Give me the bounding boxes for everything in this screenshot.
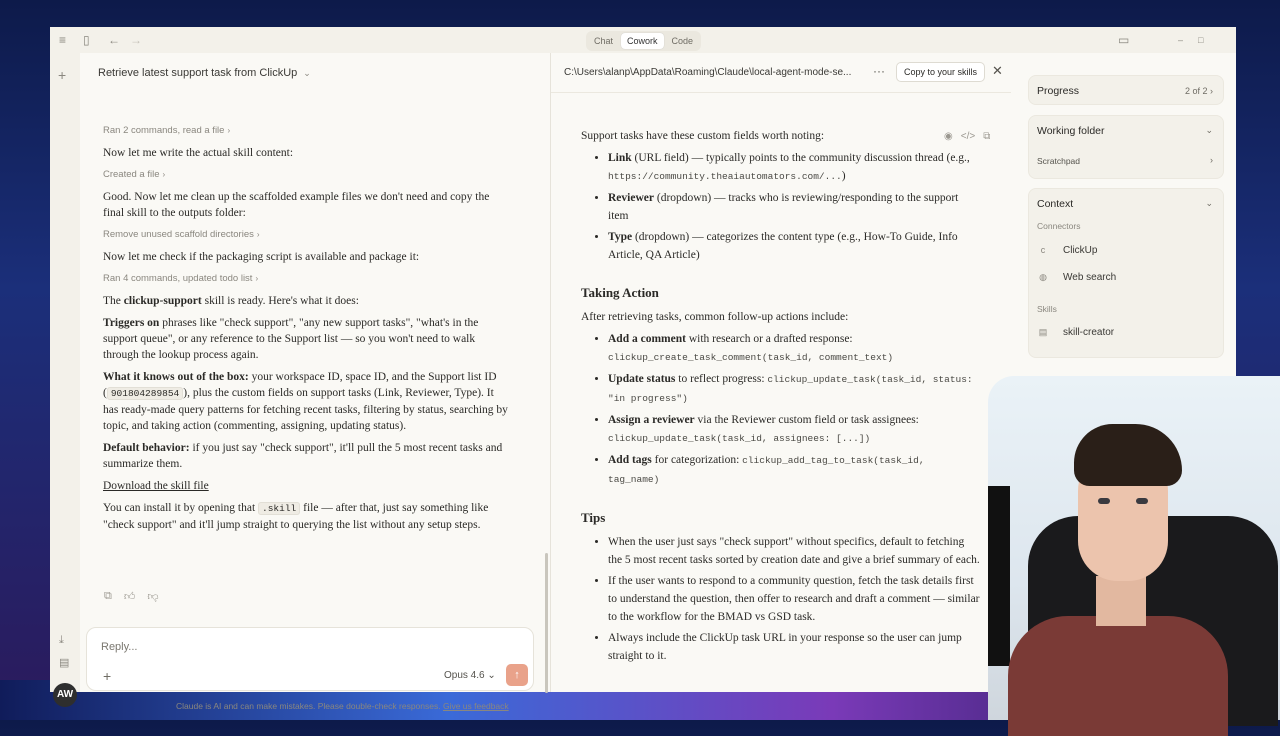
download-skill-link[interactable]: Download the skill file — [103, 480, 209, 492]
chevron-right-icon: › — [162, 170, 166, 179]
assistant-text: Now let me check if the packaging script is available and package it: — [103, 251, 420, 263]
section-heading: Tips — [581, 510, 606, 525]
list-item: • Update status to reflect progress: clickup_update_task(task_id, status: "in progress") — [608, 370, 981, 408]
minimize-icon[interactable]: – — [1178, 35, 1184, 45]
conversation-title: Retrieve latest support task from ClickUp — [98, 67, 298, 79]
section-label: Connectors — [1037, 221, 1081, 231]
file-path: C:\Users\alanp\AppData\Roaming\Claude\local-agent-mode-se... — [564, 67, 852, 78]
forward-arrow-icon[interactable]: → — [130, 33, 142, 47]
scrollbar[interactable] — [545, 553, 548, 693]
assistant-text: Good. Now let me clean up the scaffolded example files we don't need and copy the final skill to the outputs folder: — [103, 191, 490, 219]
assistant-text: What it knows out of the box: your workspace ID, space ID, and the Support list ID ( 901804289854 ), plus the custom fields on support tasks (Link, Reviewer, Type). It has ready-made query patterns for fetching recent tasks, filtering by status, searching by topic, and taking action (commenting, assigning, updating status). — [103, 371, 508, 432]
copy-icon[interactable]: ⧉ — [104, 590, 112, 602]
clickup-icon: c — [1040, 245, 1046, 255]
preview-eye-icon[interactable]: ◉ — [944, 131, 953, 142]
list-item: • When the user just says "check support" without specifics, default to fetching the 5 most recent tasks sorted by creation date and give a brief summary of each. — [608, 533, 981, 569]
inline-code: 901804289854 — [107, 387, 183, 400]
section-heading: Taking Action — [581, 285, 659, 300]
feedback-link[interactable]: Give us feedback — [442, 701, 509, 711]
panel-toggle-icon[interactable]: ▭ — [1118, 33, 1130, 47]
add-attachment-icon[interactable]: + — [103, 668, 112, 684]
assistant-text: Now let me write the actual skill content: — [103, 147, 294, 159]
copy-to-skills-button[interactable]: Copy to your skills — [896, 62, 985, 82]
reply-composer[interactable] — [86, 627, 534, 691]
message-list — [103, 121, 508, 539]
avatar[interactable]: AW — [53, 683, 77, 707]
arrow-up-icon: ↑ — [514, 669, 520, 681]
list-item: • Assign a reviewer via the Reviewer custom field or task assignees: clickup_update_task(task_id, assignees: [...]) — [608, 411, 981, 448]
chevron-right-icon: › — [1210, 86, 1213, 96]
progress-card[interactable] — [1028, 75, 1224, 105]
eye — [1098, 498, 1110, 504]
tab-code[interactable]: Code — [671, 36, 694, 46]
tool-summary[interactable]: Ran 4 commands, updated todo list › — [103, 273, 259, 284]
mode-tabs — [586, 31, 701, 51]
paragraph: Support tasks have these custom fields worth noting: — [581, 130, 825, 142]
webcam-overlay — [988, 376, 1280, 720]
tab-chat[interactable]: Chat — [594, 36, 614, 46]
close-icon[interactable]: ✕ — [992, 63, 1003, 78]
copy-icon[interactable]: ⧉ — [983, 131, 991, 142]
actions-list — [608, 330, 981, 489]
list-item: • Type (dropdown) — categorizes the content type (e.g., How-To Guide, Info Article, QA Article) — [608, 228, 981, 264]
section-label: Skills — [1037, 304, 1057, 314]
microphone — [988, 486, 1010, 666]
conversation-title-dropdown[interactable] — [98, 67, 311, 79]
card-title: Context — [1037, 198, 1074, 210]
disclaimer: Claude is AI and can make mistakes. Please double-check responses. Give us feedback — [176, 701, 509, 711]
code-view-icon[interactable]: </> — [960, 131, 976, 142]
working-folder-card — [1028, 115, 1224, 179]
viewer-header — [551, 53, 1011, 93]
model-selector[interactable]: Opus 4.6 ⌄ — [444, 670, 496, 681]
list-item: • Always include the ClickUp task URL in your response so the user can jump straight to it. — [608, 629, 981, 665]
tips-list — [608, 533, 981, 665]
chevron-down-icon: ⌄ — [303, 68, 311, 78]
chevron-down-icon: ⌄ — [487, 670, 496, 681]
list-item: • Add a comment with research or a drafted response: clickup_create_task_comment(task_id, comment_text) — [608, 330, 981, 367]
more-options-icon[interactable]: ··· — [873, 64, 885, 78]
progress-count: 2 of 2 › — [1184, 86, 1213, 96]
list-item: • Reviewer (dropdown) — tracks who is reviewing/responding to the support item — [608, 189, 981, 225]
chevron-right-icon: › — [255, 274, 259, 283]
tab-cowork[interactable]: Cowork — [621, 33, 664, 49]
titlebar — [50, 27, 1236, 53]
connector-clickup[interactable]: c ClickUp — [1037, 244, 1097, 256]
shirt — [1008, 616, 1228, 736]
card-title: Working folder — [1037, 125, 1105, 137]
globe-icon: ◍ — [1039, 272, 1047, 282]
briefcase-icon[interactable]: ▤ — [59, 657, 70, 669]
download-icon[interactable]: ⤓ — [59, 634, 64, 646]
chevron-right-icon[interactable]: › — [1210, 155, 1213, 165]
chevron-down-icon[interactable]: ⌄ — [1205, 125, 1213, 135]
skill-file-viewer — [551, 53, 1011, 692]
thumbs-down-icon[interactable]: 👎︎ — [147, 591, 159, 603]
chat-pane — [80, 53, 550, 711]
list-item: • Add tags for categorization: clickup_add_tag_to_task(task_id, tag_name) — [608, 451, 981, 489]
maximize-icon[interactable]: □ — [1198, 35, 1204, 45]
tool-summary[interactable]: Ran 2 commands, read a file › — [103, 125, 231, 136]
tool-summary[interactable]: Created a file › — [103, 169, 166, 180]
left-rail — [50, 53, 80, 700]
back-arrow-icon[interactable]: ← — [108, 33, 120, 47]
context-card — [1028, 188, 1224, 358]
assistant-text: Triggers on phrases like "check support", "any new support tasks", "what's in the support queue", or any reference to the Support list — so you won't need to walk through the lookup process again. — [103, 317, 479, 361]
send-button[interactable] — [506, 664, 528, 686]
list-item: • Link (URL field) — typically points to the community discussion thread (e.g., https://community.theaiautomators.com/...) — [608, 149, 981, 186]
chevron-right-icon: › — [227, 126, 231, 135]
folder-item[interactable]: Scratchpad — [1037, 156, 1080, 166]
new-task-icon[interactable]: + — [58, 67, 67, 83]
assistant-text: You can install it by opening that .skill file — after that, just say something like "check support" and it'll jump straight to querying the list without any setup steps. — [103, 502, 489, 531]
fields-list — [608, 149, 981, 264]
reply-input[interactable]: Reply... — [101, 641, 138, 653]
tool-summary[interactable]: Remove unused scaffold directories › — [103, 229, 260, 240]
menu-icon[interactable]: ≡ — [59, 33, 67, 47]
assistant-text: The clickup-support skill is ready. Here's what it does: — [103, 295, 359, 307]
skill-icon: ▤ — [1038, 327, 1048, 337]
eye — [1136, 498, 1148, 504]
hair — [1074, 424, 1182, 486]
assistant-text: Default behavior: if you just say "check support", it'll pull the 5 most recent tasks and summarize them. — [103, 442, 503, 470]
paragraph: After retrieving tasks, common follow-up actions include: — [581, 311, 849, 323]
skill-item[interactable]: ▤ skill-creator — [1038, 326, 1115, 338]
message-actions — [104, 590, 159, 603]
neck — [1096, 576, 1146, 626]
thumbs-up-icon[interactable]: 👍︎ — [123, 591, 136, 603]
chevron-right-icon: › — [256, 230, 260, 239]
card-title: Progress — [1037, 85, 1080, 97]
sidebar-toggle-icon[interactable]: ▯ — [83, 33, 90, 47]
list-item: • If the user wants to respond to a community question, fetch the task details first to understand the question, then offer to research and draft a comment — similar to the workflow for the BMAD vs GSD task. — [608, 572, 981, 626]
connector-web-search[interactable]: ◍ Web search — [1037, 271, 1116, 283]
chevron-down-icon[interactable]: ⌄ — [1205, 198, 1213, 208]
inline-code: .skill — [258, 502, 300, 515]
document-content — [581, 127, 981, 668]
